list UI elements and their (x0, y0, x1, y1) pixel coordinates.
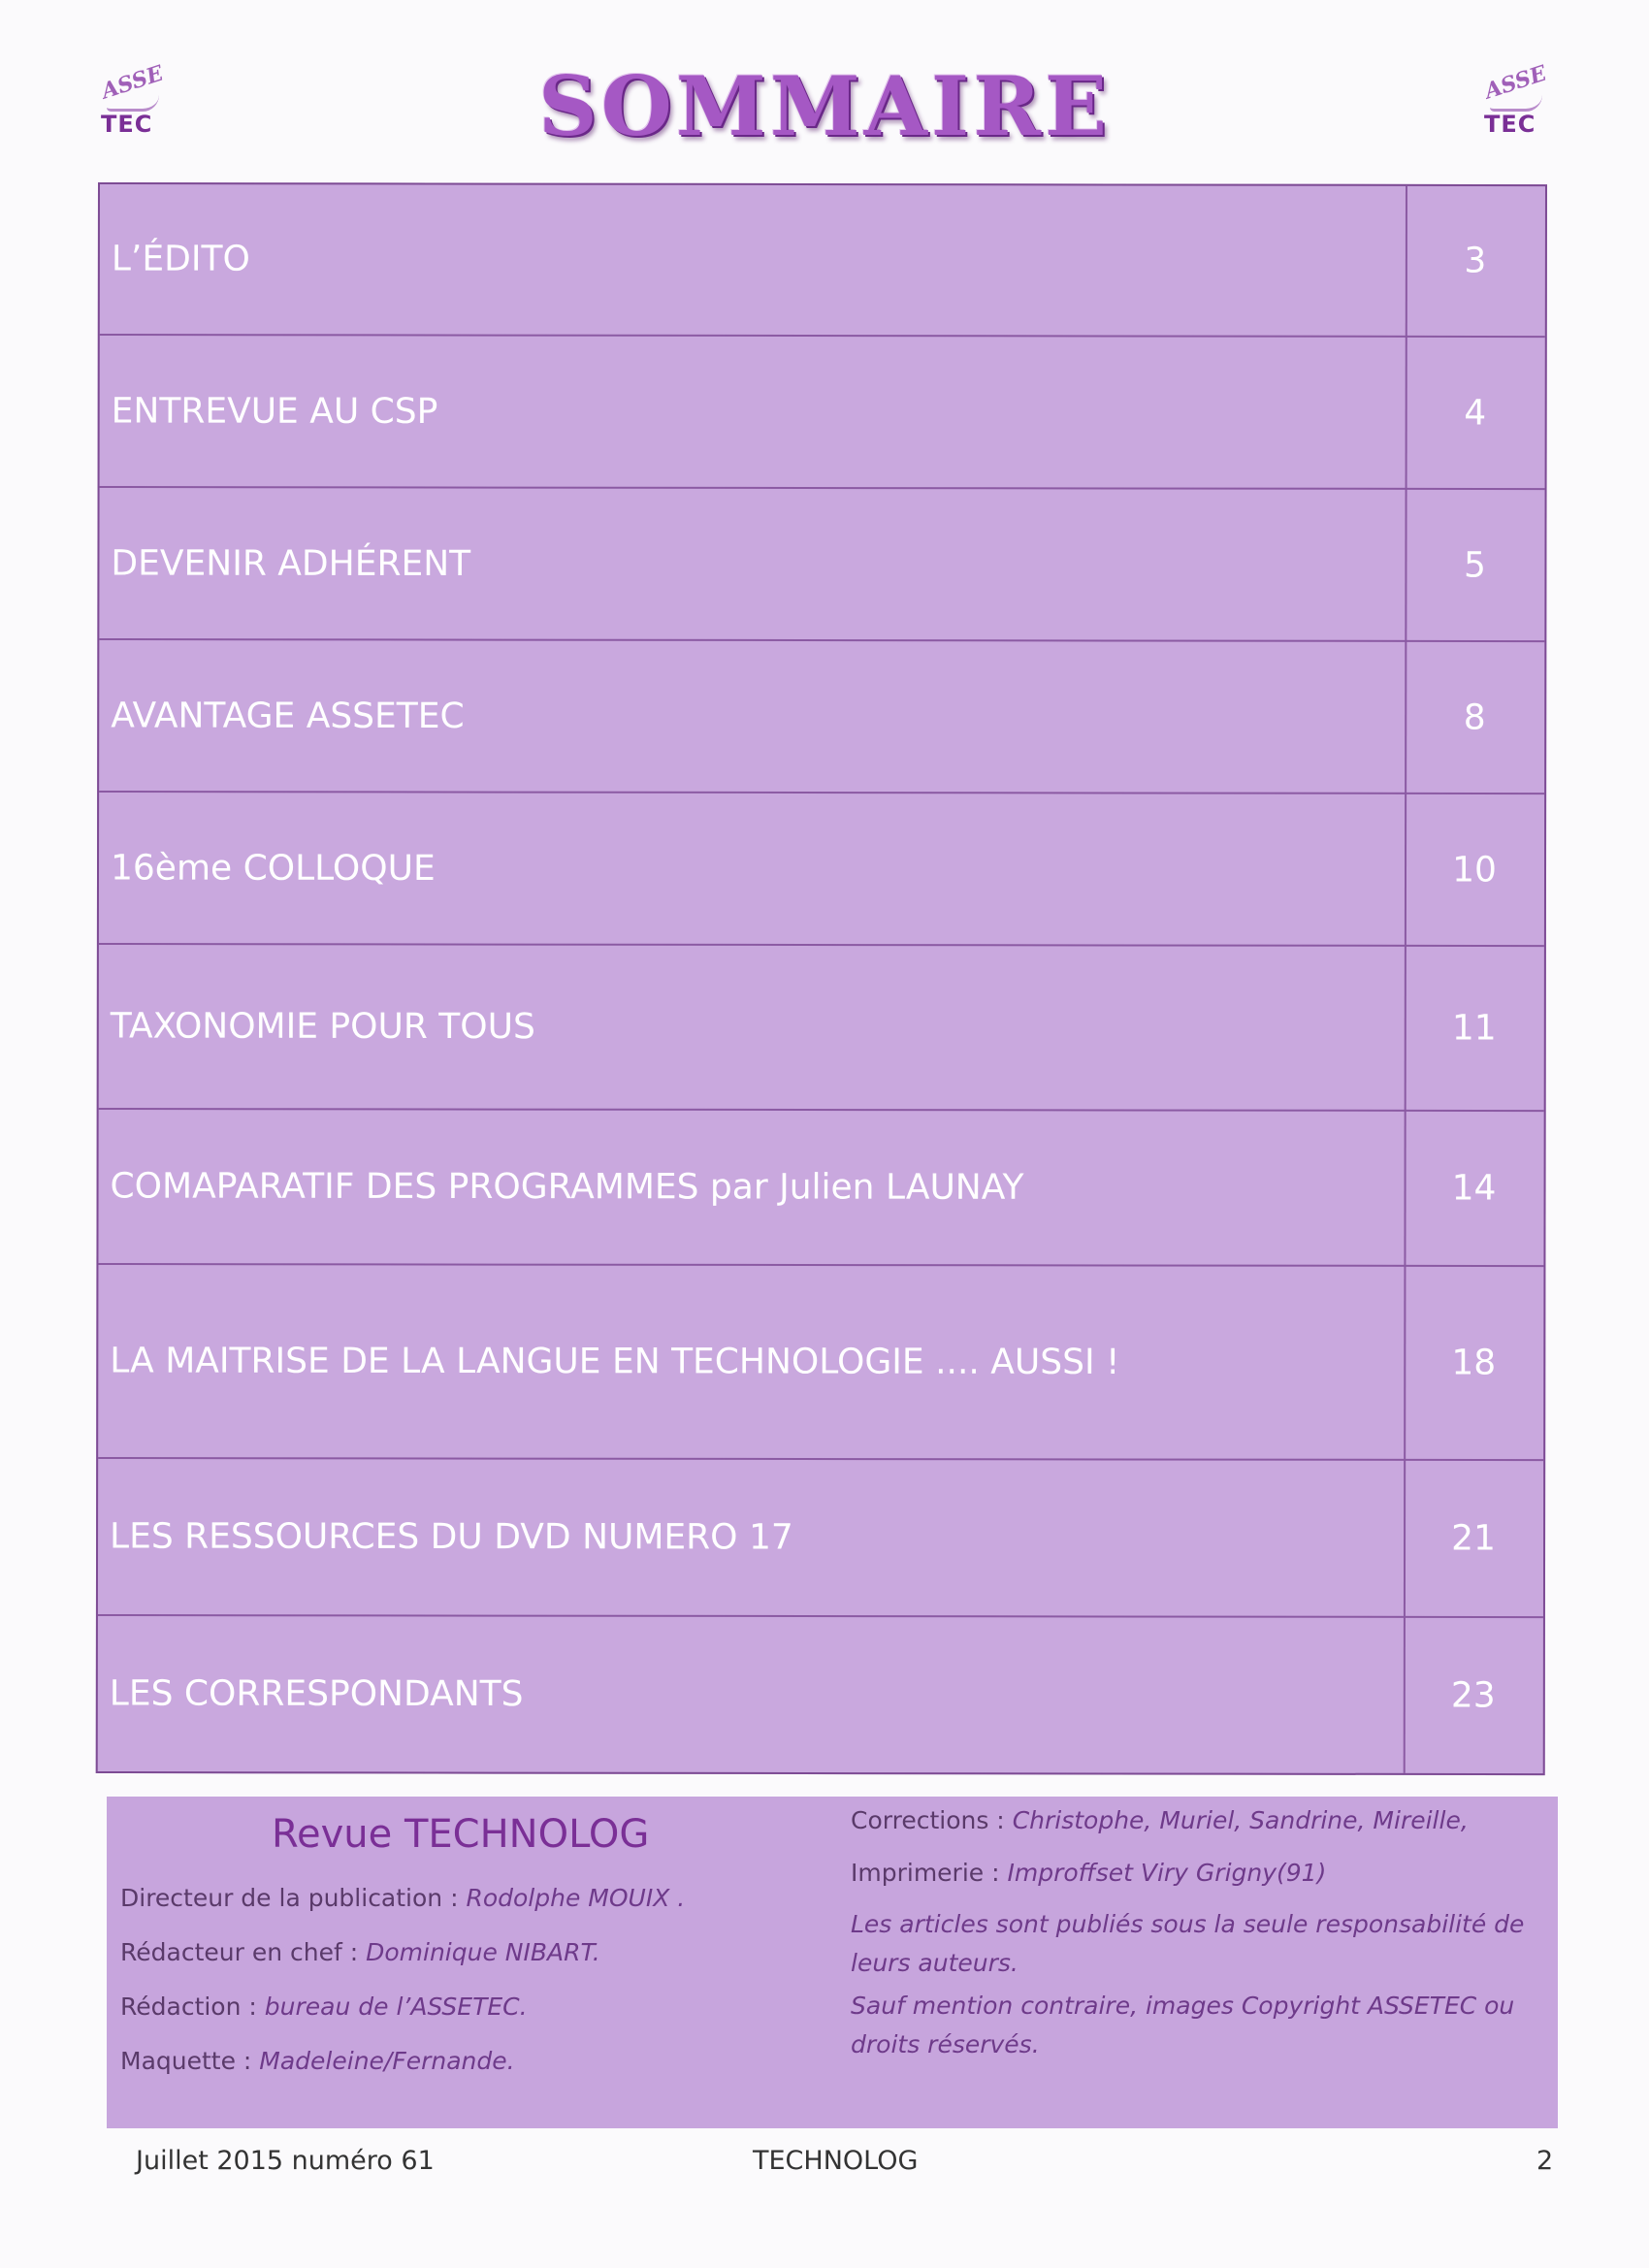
toc-page-number: 4 (1464, 392, 1487, 433)
footer-publication: TECHNOLOG (753, 2146, 919, 2176)
toc-page-number: 14 (1451, 1168, 1497, 1209)
toc-entry-label: LES RESSOURCES DU DVD NUMERO 17 (110, 1516, 793, 1558)
logo-asse-text: ASSE (98, 60, 167, 105)
credit-value: Rodolphe MOUIX . (466, 1884, 686, 1912)
logo-tec-text: TEC (1484, 111, 1536, 138)
toc-entry-label: DEVENIR ADHÉRENT (111, 543, 471, 584)
toc-entry-label: 16ème COLLOQUE (110, 848, 436, 889)
toc-entry-label: LA MAITRISE DE LA LANGUE EN TECHNOLOGIE .... AUSSI ! (110, 1341, 1120, 1382)
toc-row[interactable] (98, 1616, 1543, 1773)
toc-row[interactable] (99, 488, 1544, 642)
credit-value: Christophe, Muriel, Sandrine, Mireille, (1012, 1806, 1469, 1834)
credit-printer (851, 1859, 1326, 1887)
toc-entry-label: LES CORRESPONDANTS (109, 1673, 524, 1715)
credit-editor (120, 1938, 600, 1966)
toc-page-number: 18 (1451, 1343, 1497, 1383)
credit-redaction (120, 1993, 528, 2021)
toc-row[interactable] (99, 945, 1544, 1112)
assetec-logo-right (1480, 60, 1550, 147)
toc-page-number: 3 (1464, 241, 1487, 281)
credit-layout (120, 2047, 515, 2075)
toc-entry-label: ENTREVUE AU CSP (111, 391, 438, 432)
credit-label: Rédaction : (120, 1993, 257, 2021)
credit-label: Imprimerie : (851, 1859, 1000, 1887)
logo-swoosh (1490, 95, 1542, 112)
credits-box (107, 1797, 1558, 2128)
credit-director (120, 1884, 685, 1912)
logo-asse-text: ASSE (1481, 60, 1550, 105)
credit-value: Dominique NIBART. (366, 1938, 600, 1966)
copyright-note: Sauf mention contraire, images Copyright ASSETEC ou droits réservés. (851, 1992, 1515, 2058)
credit-label: Corrections : (851, 1806, 1005, 1834)
toc-row[interactable] (100, 336, 1545, 490)
toc-row[interactable] (99, 640, 1544, 794)
credit-value: Improffset Viry Grigny(91) (1007, 1859, 1327, 1887)
toc-page-number: 21 (1451, 1518, 1496, 1559)
credit-label: Directeur de la publication : (120, 1884, 459, 1912)
credit-label: Maquette : (120, 2047, 252, 2075)
credit-corrections (851, 1806, 1469, 1834)
toc-page-number: 23 (1450, 1675, 1496, 1716)
toc-row[interactable] (98, 1265, 1543, 1461)
credit-label: Rédacteur en chef : (120, 1938, 359, 1966)
footer-page-number: 2 (1536, 2146, 1554, 2176)
logo-tec-text: TEC (101, 111, 153, 138)
responsibility-note: Les articles sont publiés sous la seule responsabilité de leurs auteurs. (851, 1910, 1525, 1977)
toc-row[interactable] (99, 793, 1544, 947)
credits-heading: Revue TECHNOLOG (272, 1812, 650, 1857)
toc-row[interactable] (98, 1110, 1543, 1267)
toc-page-number: 8 (1463, 697, 1486, 737)
toc-row[interactable] (98, 1459, 1543, 1618)
toc-entry-label: AVANTAGE ASSETEC (111, 696, 465, 736)
toc-entry-label: L’ÉDITO (111, 239, 250, 279)
table-of-contents (96, 182, 1547, 1775)
toc-page-number: 5 (1463, 544, 1486, 585)
credit-value: Madeleine/Fernande. (259, 2047, 515, 2075)
toc-row[interactable] (100, 184, 1545, 338)
credit-value: bureau de l’ASSETEC. (264, 1993, 528, 2021)
toc-page-number: 11 (1451, 1008, 1497, 1049)
footer-issue: Juillet 2015 numéro 61 (136, 2146, 435, 2176)
toc-entry-label: COMAPARATIF DES PROGRAMMES par Julien LAUNAY (110, 1166, 1024, 1208)
page-title: SOMMAIRE (537, 58, 1112, 154)
toc-entry-label: TAXONOMIE POUR TOUS (110, 1006, 535, 1048)
toc-page-number: 10 (1452, 849, 1497, 891)
